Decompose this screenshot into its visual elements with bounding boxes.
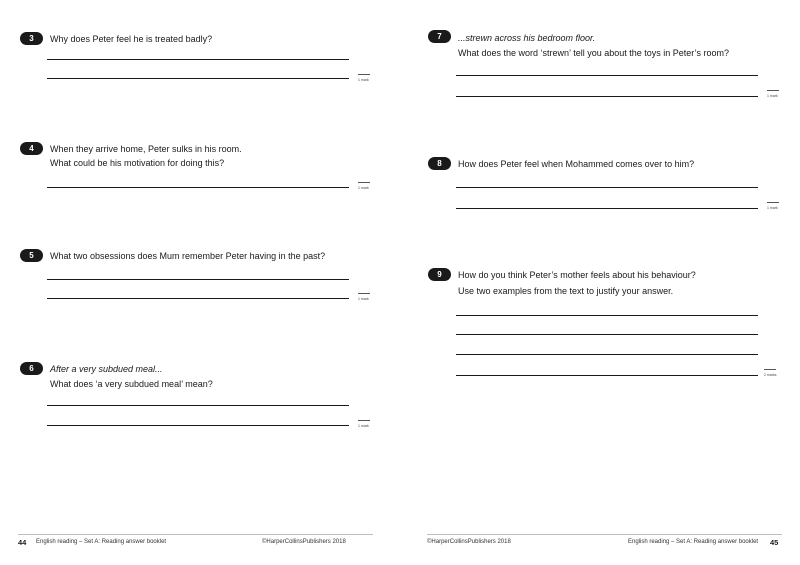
answer-line[interactable]	[456, 375, 758, 376]
question-text: How does Peter feel when Mohammed comes over to him?	[458, 159, 695, 169]
question-text: Why does Peter feel he is treated badly?	[50, 34, 213, 44]
footer-rule	[18, 534, 373, 535]
answer-line[interactable]	[47, 78, 349, 79]
mark-label: 2 marks	[764, 373, 777, 377]
question-quote: ...strewn across his bedroom floor.	[458, 33, 596, 43]
answer-line[interactable]	[47, 425, 349, 426]
mark-box-line	[764, 369, 776, 370]
mark-box-line	[767, 202, 779, 203]
question-number-badge: 4	[20, 142, 43, 155]
mark-box-line	[358, 420, 370, 421]
mark-box-line	[358, 74, 370, 75]
answer-line[interactable]	[456, 187, 758, 188]
footer-booklet-title: English reading – Set A: Reading answer booklet	[628, 539, 759, 545]
mark-label: 1 mark	[767, 206, 778, 210]
footer-copyright: ©HarperCollinsPublishers 2018	[427, 539, 511, 545]
question-number-badge: 8	[428, 157, 451, 170]
mark-label: 1 mark	[767, 94, 778, 98]
answer-line[interactable]	[456, 208, 758, 209]
answer-line[interactable]	[456, 75, 758, 76]
question-quote: After a very subdued meal...	[50, 364, 163, 374]
question-text: What could be his motivation for doing this?	[50, 158, 225, 168]
mark-box-line	[767, 90, 779, 91]
mark-label: 1 mark	[358, 424, 369, 428]
footer-booklet-title: English reading – Set A: Reading answer booklet	[36, 539, 167, 545]
question-number-badge: 6	[20, 362, 43, 375]
question-text: When they arrive home, Peter sulks in his room.	[50, 144, 242, 154]
right-page	[400, 0, 800, 565]
question-text: What two obsessions does Mum remember Peter having in the past?	[50, 251, 326, 261]
answer-line[interactable]	[47, 187, 349, 188]
question-text: What does ‘a very subdued meal’ mean?	[50, 379, 213, 389]
page-number: 44	[18, 538, 27, 547]
mark-box-line	[358, 293, 370, 294]
question-number-badge: 5	[20, 249, 43, 262]
question-number-badge: 9	[428, 268, 451, 281]
answer-line[interactable]	[47, 59, 349, 60]
mark-label: 1 mark	[358, 186, 369, 190]
question-number-badge: 3	[20, 32, 43, 45]
answer-line[interactable]	[456, 315, 758, 316]
answer-line[interactable]	[456, 96, 758, 97]
question-text: Use two examples from the text to justify your answer.	[458, 286, 674, 296]
question-text: How do you think Peter’s mother feels about his behaviour?	[458, 270, 696, 280]
answer-line[interactable]	[47, 279, 349, 280]
answer-line[interactable]	[456, 334, 758, 335]
question-number-badge: 7	[428, 30, 451, 43]
question-text: What does the word ‘strewn’ tell you about the toys in Peter’s room?	[458, 48, 729, 58]
footer-rule	[427, 534, 782, 535]
answer-line[interactable]	[456, 354, 758, 355]
answer-line[interactable]	[47, 405, 349, 406]
answer-line[interactable]	[47, 298, 349, 299]
mark-label: 1 mark	[358, 78, 369, 82]
mark-label: 1 mark	[358, 297, 369, 301]
mark-box-line	[358, 182, 370, 183]
page-number: 45	[770, 538, 779, 547]
footer-copyright: ©HarperCollinsPublishers 2018	[262, 539, 346, 545]
